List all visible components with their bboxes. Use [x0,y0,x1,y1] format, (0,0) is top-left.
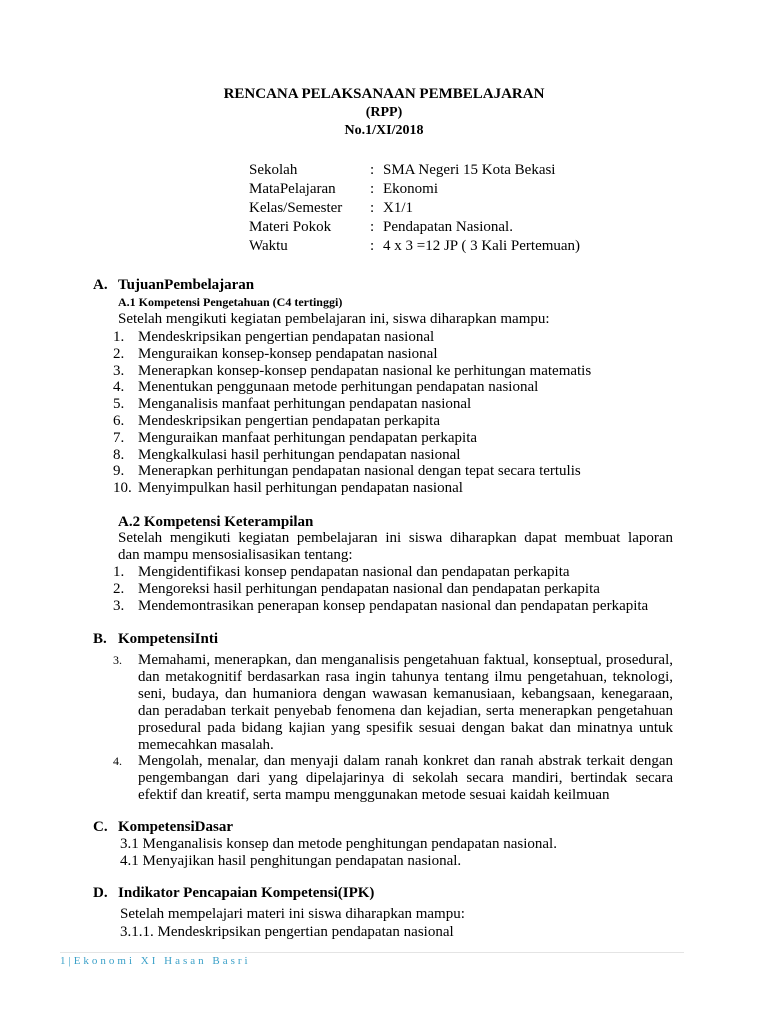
list-text: Menganalisis manfaat perhitungan pendapatan nasional [138,396,472,413]
ki-text: Mengolah, menalar, dan menyaji dalam ranah konkret dan ranah abstrak terkait dengan pengembangan dari yang dipelajarinya di sekolah secara mandiri, bertindak secara efektif dan kreatif, serta mampu menggunakan metode sesuai kaidah keilmuan [138,753,673,803]
indicator-item: 3.1.1. Mendeskripsikan pengertian pendapatan nasional [120,924,454,940]
list-number: 1. [113,329,125,345]
info-colon: : [370,200,375,216]
subsection-a2-intro-line2: dan mampu mensosialisasikan tentang: [118,547,353,563]
indicator-intro: Setelah mempelajari materi ini siswa diharapkan mampu: [120,906,465,922]
info-value: Pendapatan Nasional. [383,219,513,235]
section-title: TujuanPembelajaran [118,277,255,293]
ki-number: 3. [113,653,122,667]
footer-divider [60,952,684,953]
subsection-a2-intro-line1: Setelah mengikuti kegiatan pembelajaran ini siswa diharapkan dapat membuat laporan [118,530,673,546]
section-letter: D. [93,885,108,901]
list-number: 2. [113,580,125,597]
list-number: 6. [113,412,125,429]
info-value: X1/1 [383,200,413,216]
section-title: Indikator Pencapaian Kompetensi(IPK) [118,885,375,901]
ki-number: 4. [113,754,122,768]
subsection-a1-intro: Setelah mengikuti kegiatan pembelajaran ini, siswa diharapkan mampu: [118,311,550,327]
list-number: 4. [113,379,125,396]
list-number: 9. [113,463,125,480]
list-number: 8. [113,446,125,463]
page-number: 1 [60,955,69,967]
subsection-a2-title: A.2 Kompetensi Keterampilan [118,514,314,530]
list-text: Mendemontrasikan penerapan konsep pendapatan nasional dan pendapatan perkapita [138,597,649,614]
subsection-a1-title: A.1 Kompetensi Pengetahuan (C4 tertinggi) [118,295,343,309]
info-label: Waktu [249,238,288,254]
list-text: Menerapkan konsep-konsep pendapatan nasional ke perhitungan matematis [138,362,592,379]
list-number: 10. [113,480,132,497]
list-text: Menguraikan konsep-konsep pendapatan nasional [138,345,438,362]
list-number: 7. [113,429,125,446]
document-title: RENCANA PELAKSANAAN PEMBELAJARAN [223,86,545,102]
section-title: KompetensiInti [118,631,219,647]
info-label: MataPelajaran [249,181,336,197]
page-footer [60,955,251,967]
ki-text: Memahami, menerapkan, dan menganalisis pengetahuan faktual, konseptual, prosedural, dan metakognitif berdasarkan rasa ingin tahunya tentang ilmu pengetahuan, teknologi, seni, budaya, dan humaniora dengan wawasan kemanusiaan, kebangsaan, kenegaraan, dan peradaban terkait penyebab fenomena dan kejadian, serta menerapkan pengetahuan prosedural pada bidang kajian yang spesifik sesuai dengan bakat dan minatnya untuk memecahkan masalah. [138,652,673,753]
info-value: 4 x 3 =12 JP ( 3 Kali Pertemuan) [383,238,581,254]
info-colon: : [370,219,375,235]
list-number: 3. [113,597,125,614]
list-text: Menguraikan manfaat perhitungan pendapatan perkapita [138,429,478,446]
section-letter: C. [93,819,108,835]
info-label: Materi Pokok [249,219,332,235]
list-number: 2. [113,345,125,362]
basic-competence-4-1: 4.1 Menyajikan hasil penghitungan pendapatan nasional. [120,853,462,869]
list-text: Menyimpulkan hasil perhitungan pendapatan nasional [138,480,463,497]
list-text: Mengoreksi hasil perhitungan pendapatan nasional dan pendapatan perkapita [138,580,600,597]
document-number: No.1/XI/2018 [344,123,424,138]
list-number: 5. [113,396,125,413]
info-colon: : [370,162,375,178]
section-title: KompetensiDasar [118,819,233,835]
footer-text: Ekonomi XI Hasan Basri [73,955,251,967]
list-number: 3. [113,362,125,379]
list-text: Mendeskripsikan pengertian pendapatan perkapita [138,412,440,429]
list-text: Mengkalkulasi hasil perhitungan pendapatan nasional [138,446,461,463]
document-subtitle: (RPP) [365,105,403,120]
info-value: Ekonomi [383,181,438,197]
info-colon: : [370,238,375,254]
info-value: SMA Negeri 15 Kota Bekasi [383,162,556,178]
list-text: Menerapkan perhitungan pendapatan nasional dengan tepat secara tertulis [138,463,581,480]
list-text: Mengidentifikasi konsep pendapatan nasional dan pendapatan perkapita [138,564,570,580]
info-colon: : [370,181,375,197]
footer-separator: | [68,955,74,967]
section-letter: B. [93,631,107,647]
list-number: 1. [113,564,125,580]
info-label: Kelas/Semester [249,200,343,216]
list-text: Menentukan penggunaan metode perhitungan pendapatan nasional [138,379,539,396]
basic-competence-3-1: 3.1 Menganalisis konsep dan metode penghitungan pendapatan nasional. [120,836,557,852]
list-text: Mendeskripsikan pengertian pendapatan nasional [138,329,435,345]
section-letter: A. [93,277,108,293]
info-label: Sekolah [249,162,298,178]
